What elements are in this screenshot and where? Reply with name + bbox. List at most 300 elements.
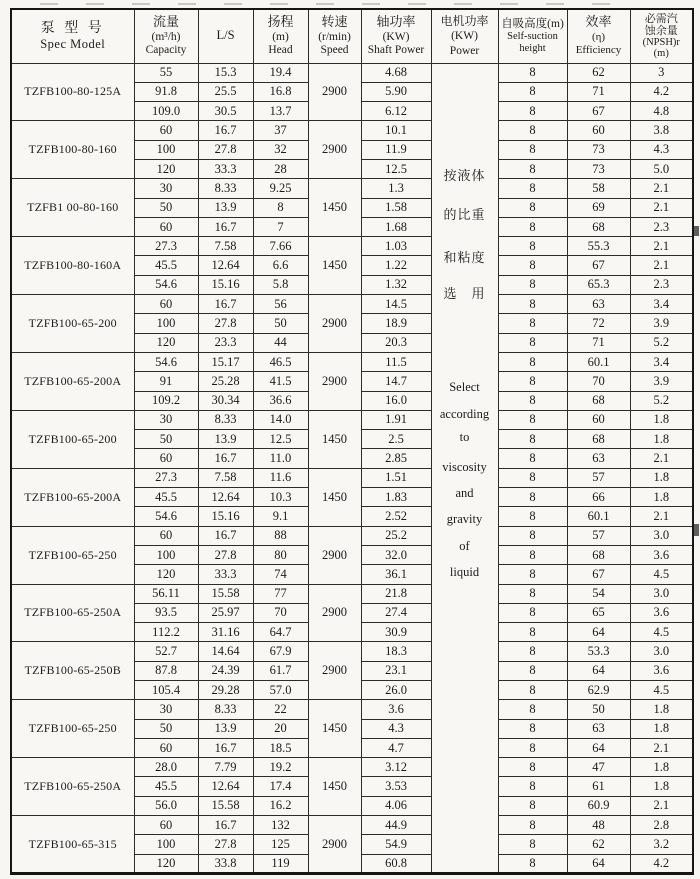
self-suction-cell: 8 [498,121,567,140]
npsh-cell: 5.2 [630,333,693,352]
self-suction-cell: 8 [498,488,567,507]
npsh-cell: 3.0 [630,584,693,603]
model-cell: TZFB100-65-250B [11,642,134,700]
npsh-cell: 2.1 [630,256,693,275]
scan-artifact-dashes [40,3,630,5]
column-header-line: 蚀余量 [644,24,678,37]
efficiency-cell: 55.3 [567,237,630,256]
npsh-cell: 3.9 [630,372,693,391]
self-suction-cell: 8 [498,681,567,700]
ls-cell: 12.64 [198,777,253,796]
efficiency-cell: 60.1 [567,507,630,526]
column-header-shaft-power [361,9,431,63]
shaft-power-cell: 16.0 [361,391,431,410]
npsh-cell: 2.1 [630,796,693,815]
shaft-power-cell: 14.7 [361,372,431,391]
npsh-cell: 1.8 [630,719,693,738]
shaft-power-cell: 44.9 [361,816,431,835]
ls-cell: 33.3 [198,159,253,178]
efficiency-cell: 71 [567,82,630,101]
capacity-cell: 60 [134,738,198,757]
column-header-line: 必需汽 [644,12,678,25]
efficiency-cell: 48 [567,816,630,835]
self-suction-cell: 8 [498,642,567,661]
capacity-cell: 50 [134,430,198,449]
npsh-cell: 2.1 [630,507,693,526]
head-cell: 46.5 [253,352,308,371]
head-cell: 28 [253,159,308,178]
efficiency-cell: 72 [567,314,630,333]
table-row [11,816,693,835]
efficiency-cell: 68 [567,391,630,410]
npsh-cell: 4.2 [630,82,693,101]
npsh-cell: 3.2 [630,835,693,854]
speed-cell: 1450 [308,179,361,237]
self-suction-cell: 8 [498,603,567,622]
head-cell: 16.2 [253,796,308,815]
column-header-line: Head [268,44,293,57]
npsh-cell: 3.4 [630,295,693,314]
column-header-line: height [519,43,546,55]
npsh-cell: 2.1 [630,449,693,468]
capacity-cell: 60 [134,121,198,140]
self-suction-cell: 8 [498,623,567,642]
self-suction-cell: 8 [498,179,567,198]
speed-cell: 1450 [308,410,361,468]
head-cell: 6.6 [253,256,308,275]
self-suction-cell: 8 [498,217,567,236]
model-cell: TZFB100-80-125A [11,63,134,121]
head-cell: 9.25 [253,179,308,198]
ls-cell: 7.58 [198,237,253,256]
table-row [11,63,693,82]
header-row [11,9,693,63]
shaft-power-cell: 4.06 [361,796,431,815]
ls-cell: 8.33 [198,700,253,719]
column-header-line: (KW) [451,30,478,43]
model-cell: TZFB100-65-200 [11,295,134,353]
speed-cell: 2900 [308,121,361,179]
pump-spec-table [10,8,694,875]
table-row [11,295,693,314]
ls-cell: 15.58 [198,796,253,815]
head-cell: 8 [253,198,308,217]
column-header-line: 自吸高度(m) [501,18,564,30]
shaft-power-cell: 4.3 [361,719,431,738]
power-note-line: to [459,429,470,444]
table-row [11,526,693,545]
column-header-line: 泵 型 号 [40,20,105,36]
ls-cell: 24.39 [198,661,253,680]
capacity-cell: 109.0 [134,102,198,121]
npsh-cell: 4.3 [630,140,693,159]
column-header-line: Speed [320,44,349,57]
efficiency-cell: 65.3 [567,275,630,294]
efficiency-cell: 62.9 [567,681,630,700]
column-header-npsh [630,9,693,63]
efficiency-cell: 66 [567,488,630,507]
shaft-power-cell: 27.4 [361,603,431,622]
npsh-cell: 3.6 [630,545,693,564]
efficiency-cell: 71 [567,333,630,352]
npsh-cell: 4.5 [630,681,693,700]
ls-cell: 13.9 [198,198,253,217]
head-cell: 36.6 [253,391,308,410]
head-cell: 10.3 [253,488,308,507]
ls-cell: 13.9 [198,719,253,738]
ls-cell: 16.7 [198,816,253,835]
table-row [11,352,693,371]
capacity-cell: 30 [134,410,198,429]
motor-power-cell [431,63,498,873]
npsh-cell: 3.4 [630,352,693,371]
self-suction-cell: 8 [498,314,567,333]
speed-cell: 2900 [308,295,361,353]
capacity-cell: 54.6 [134,352,198,371]
self-suction-cell: 8 [498,545,567,564]
capacity-cell: 91 [134,372,198,391]
efficiency-cell: 69 [567,198,630,217]
efficiency-cell: 60 [567,410,630,429]
capacity-cell: 60 [134,526,198,545]
head-cell: 61.7 [253,661,308,680]
speed-cell: 2900 [308,816,361,874]
shaft-power-cell: 60.8 [361,854,431,873]
capacity-cell: 91.8 [134,82,198,101]
npsh-cell: 3.0 [630,642,693,661]
npsh-cell: 2.3 [630,217,693,236]
scan-artifact [694,226,699,236]
table-row [11,237,693,256]
ls-cell: 15.17 [198,352,253,371]
capacity-cell: 109.2 [134,391,198,410]
speed-cell: 2900 [308,526,361,584]
capacity-cell: 60 [134,449,198,468]
self-suction-cell: 8 [498,237,567,256]
shaft-power-cell: 12.5 [361,159,431,178]
self-suction-cell: 8 [498,102,567,121]
shaft-power-cell: 1.58 [361,198,431,217]
shaft-power-cell: 6.12 [361,102,431,121]
speed-cell: 1450 [308,468,361,526]
speed-cell: 2900 [308,584,361,642]
capacity-cell: 56.0 [134,796,198,815]
ls-cell: 15.58 [198,584,253,603]
self-suction-cell: 8 [498,295,567,314]
ls-cell: 29.28 [198,681,253,700]
efficiency-cell: 64 [567,738,630,757]
efficiency-cell: 68 [567,217,630,236]
capacity-cell: 100 [134,314,198,333]
column-header-line: Self-suction [507,31,558,43]
efficiency-cell: 63 [567,449,630,468]
column-header-line: 轴功率 [376,14,416,30]
column-header-efficiency [567,9,630,63]
model-cell: TZFB100-65-250A [11,758,134,816]
efficiency-cell: 60.1 [567,352,630,371]
shaft-power-cell: 36.1 [361,565,431,584]
ls-cell: 16.7 [198,738,253,757]
npsh-cell: 1.8 [630,410,693,429]
head-cell: 41.5 [253,372,308,391]
capacity-cell: 100 [134,545,198,564]
capacity-cell: 105.4 [134,681,198,700]
head-cell: 37 [253,121,308,140]
capacity-cell: 87.8 [134,661,198,680]
efficiency-cell: 57 [567,526,630,545]
capacity-cell: 30 [134,700,198,719]
shaft-power-cell: 4.68 [361,63,431,82]
model-cell: TZFB100-65-200 [11,410,134,468]
head-cell: 11.0 [253,449,308,468]
shaft-power-cell: 4.7 [361,738,431,757]
shaft-power-cell: 2.5 [361,430,431,449]
shaft-power-cell: 1.32 [361,275,431,294]
npsh-cell: 1.8 [630,430,693,449]
power-note-line: 和粘度 [443,249,486,265]
column-header-line: Power [449,44,480,57]
ls-cell: 27.8 [198,835,253,854]
efficiency-cell: 67 [567,256,630,275]
self-suction-cell: 8 [498,140,567,159]
npsh-cell: 3.8 [630,121,693,140]
head-cell: 14.0 [253,410,308,429]
head-cell: 5.8 [253,275,308,294]
npsh-cell: 3.6 [630,603,693,622]
npsh-cell: 5.2 [630,391,693,410]
self-suction-cell: 8 [498,198,567,217]
model-cell: TZFB100-65-200A [11,352,134,410]
table-row [11,179,693,198]
model-cell: TZFB100-65-315 [11,816,134,874]
efficiency-cell: 47 [567,758,630,777]
shaft-power-cell: 32.0 [361,545,431,564]
power-note-line: viscosity [442,459,487,474]
capacity-cell: 60 [134,217,198,236]
efficiency-cell: 53.3 [567,642,630,661]
self-suction-cell: 8 [498,565,567,584]
column-header-ls [198,9,253,63]
capacity-cell: 56.11 [134,584,198,603]
efficiency-cell: 63 [567,295,630,314]
ls-cell: 27.8 [198,140,253,159]
speed-cell: 2900 [308,63,361,121]
capacity-cell: 45.5 [134,777,198,796]
npsh-cell: 4.2 [630,854,693,873]
shaft-power-cell: 14.5 [361,295,431,314]
npsh-cell: 3.0 [630,526,693,545]
shaft-power-cell: 1.3 [361,179,431,198]
shaft-power-cell: 5.90 [361,82,431,101]
npsh-cell: 1.8 [630,468,693,487]
ls-cell: 25.97 [198,603,253,622]
self-suction-cell: 8 [498,758,567,777]
ls-cell: 30.34 [198,391,253,410]
head-cell: 77 [253,584,308,603]
ls-cell: 23.3 [198,333,253,352]
efficiency-cell: 57 [567,468,630,487]
ls-cell: 33.8 [198,854,253,873]
column-header-line: (m³/h) [151,30,181,43]
npsh-cell: 2.8 [630,816,693,835]
shaft-power-cell: 23.1 [361,661,431,680]
efficiency-cell: 64 [567,854,630,873]
column-header-line: (r/min) [318,30,351,43]
self-suction-cell: 8 [498,719,567,738]
capacity-cell: 27.3 [134,468,198,487]
self-suction-cell: 8 [498,410,567,429]
column-header-line: (NPSH)r [642,36,680,48]
self-suction-cell: 8 [498,468,567,487]
model-cell: TZFB100-80-160 [11,121,134,179]
model-cell: TZFB100-65-250 [11,700,134,758]
capacity-cell: 60 [134,295,198,314]
npsh-cell: 4.5 [630,565,693,584]
head-cell: 16.8 [253,82,308,101]
model-cell: TZFB100-65-250 [11,526,134,584]
head-cell: 7.66 [253,237,308,256]
power-note-line: gravity [446,511,483,526]
ls-cell: 16.7 [198,121,253,140]
head-cell: 56 [253,295,308,314]
npsh-cell: 3 [630,63,693,82]
shaft-power-cell: 20.3 [361,333,431,352]
table-row [11,700,693,719]
ls-cell: 33.3 [198,565,253,584]
efficiency-cell: 58 [567,179,630,198]
efficiency-cell: 60.9 [567,796,630,815]
self-suction-cell: 8 [498,63,567,82]
capacity-cell: 50 [134,719,198,738]
power-note-line: and [455,485,474,500]
self-suction-cell: 8 [498,526,567,545]
speed-cell: 1450 [308,237,361,295]
ls-cell: 8.33 [198,179,253,198]
capacity-cell: 55 [134,63,198,82]
efficiency-cell: 64 [567,623,630,642]
table-row [11,468,693,487]
head-cell: 57.0 [253,681,308,700]
model-cell: TZFB100-65-200A [11,468,134,526]
model-cell: TZFB100-65-250A [11,584,134,642]
self-suction-cell: 8 [498,352,567,371]
self-suction-cell: 8 [498,333,567,352]
head-cell: 9.1 [253,507,308,526]
head-cell: 19.4 [253,63,308,82]
shaft-power-cell: 18.3 [361,642,431,661]
power-note-line: 选 用 [443,285,486,301]
ls-cell: 7.79 [198,758,253,777]
efficiency-cell: 70 [567,372,630,391]
capacity-cell: 120 [134,854,198,873]
npsh-cell: 2.1 [630,179,693,198]
efficiency-cell: 65 [567,603,630,622]
self-suction-cell: 8 [498,159,567,178]
ls-cell: 15.16 [198,507,253,526]
column-header-line: Shaft Power [367,44,425,57]
efficiency-cell: 67 [567,565,630,584]
head-cell: 70 [253,603,308,622]
self-suction-cell: 8 [498,835,567,854]
shaft-power-cell: 10.1 [361,121,431,140]
head-cell: 19.2 [253,758,308,777]
self-suction-cell: 8 [498,449,567,468]
shaft-power-cell: 3.53 [361,777,431,796]
ls-cell: 16.7 [198,295,253,314]
head-cell: 32 [253,140,308,159]
power-note-line: of [459,538,470,553]
capacity-cell: 60 [134,816,198,835]
npsh-cell: 3.9 [630,314,693,333]
shaft-power-cell: 1.68 [361,217,431,236]
npsh-cell: 1.8 [630,488,693,507]
power-note-line: liquid [449,564,480,579]
shaft-power-cell: 25.2 [361,526,431,545]
efficiency-cell: 68 [567,430,630,449]
column-header-line: Efficiency [575,44,622,57]
column-header-line: (η) [591,30,606,43]
power-note-line: 按液体 [443,167,486,183]
head-cell: 22 [253,700,308,719]
efficiency-cell: 64 [567,661,630,680]
column-header-line: Spec Model [40,37,106,52]
speed-cell: 2900 [308,352,361,410]
capacity-cell: 28.0 [134,758,198,777]
table-row [11,642,693,661]
column-header-line: L/S [216,28,235,43]
shaft-power-cell: 18.9 [361,314,431,333]
efficiency-cell: 60 [567,121,630,140]
head-cell: 18.5 [253,738,308,757]
efficiency-cell: 63 [567,719,630,738]
capacity-cell: 27.3 [134,237,198,256]
table-row [11,584,693,603]
npsh-cell: 1.8 [630,758,693,777]
self-suction-cell: 8 [498,777,567,796]
column-header-line: 扬程 [267,14,294,30]
capacity-cell: 120 [134,333,198,352]
npsh-cell: 4.8 [630,102,693,121]
capacity-cell: 100 [134,835,198,854]
ls-cell: 16.7 [198,217,253,236]
head-cell: 13.7 [253,102,308,121]
shaft-power-cell: 54.9 [361,835,431,854]
column-header-line: (m) [653,48,669,60]
ls-cell: 8.33 [198,410,253,429]
shaft-power-cell: 1.91 [361,410,431,429]
shaft-power-cell: 1.03 [361,237,431,256]
head-cell: 7 [253,217,308,236]
model-cell: TZFB100-80-160A [11,237,134,295]
head-cell: 132 [253,816,308,835]
efficiency-cell: 73 [567,140,630,159]
table-row [11,758,693,777]
capacity-cell: 112.2 [134,623,198,642]
column-header-line: 效率 [585,14,612,30]
power-note-line: according [439,406,490,421]
capacity-cell: 120 [134,159,198,178]
ls-cell: 31.16 [198,623,253,642]
capacity-cell: 54.6 [134,507,198,526]
model-cell: TZFB1 00-80-160 [11,179,134,237]
head-cell: 17.4 [253,777,308,796]
shaft-power-cell: 21.8 [361,584,431,603]
ls-cell: 16.7 [198,526,253,545]
efficiency-cell: 73 [567,159,630,178]
capacity-cell: 93.5 [134,603,198,622]
shaft-power-cell: 3.6 [361,700,431,719]
efficiency-cell: 50 [567,700,630,719]
